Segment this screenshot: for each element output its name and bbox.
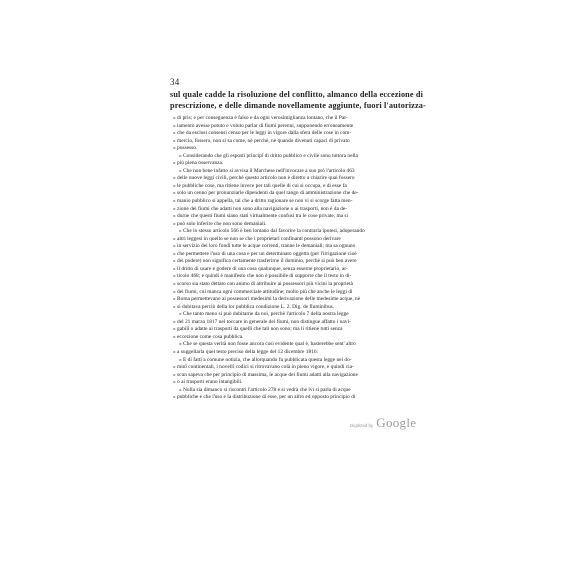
text-line: » può solo inferire che non sono demaniali. (173, 220, 267, 227)
text-line: » eccezione come cosa pubblica. (173, 333, 244, 340)
heading-line-1: sul quale cadde la risoluzione del conflitto, almanco della eccezione di (170, 90, 423, 99)
body-text (170, 115, 406, 402)
text-line: » scorso sia stato dettato con animo di attribuire ai possessori più vicini la proprietà (173, 281, 353, 288)
google-logo: Google (376, 415, 417, 430)
text-line: » Che se questa verità non fosse ancora così evidente qual è, basterebbe sent' altro (179, 341, 356, 348)
text-line: » minî continentali, i novelli codici si ritrovavano colà in pieno vigore, e quindi cia- (173, 364, 354, 371)
text-line: » manio pubblico si appella, tal che a dritto ragionare se non vi si scorge fatta men- (173, 198, 353, 205)
text-line: » che da esclusi consensi censo per le leggi in vigore dalla sfera delle cose in com- (173, 130, 352, 137)
text-line: » possesso. (173, 145, 198, 152)
text-line: » Nulla sia dimanco si riscontri l'articolo 278 e si vedrà che ivi si parla di acque (179, 386, 351, 393)
text-line: » pubbliche e che l'uso e la distribuzione di esse, per un altro ed opposto principio di (173, 394, 356, 401)
text-line: » ticolo 468; e quindi è manifesto che non è possibile di supporre che il testo in di- (173, 273, 352, 280)
text-line: » in servizio dei loro fondi tutte le acque correnti, tranne le demaniali; ma sa ognuno (173, 243, 356, 250)
digitized-by-watermark (350, 415, 416, 431)
page-number: 34 (170, 77, 180, 87)
text-line: » gabili o adatte ai trasporti da quelli che tali non sono; ma li ritiene tutti senza (173, 326, 343, 333)
text-line: » di pris; e per conseguenza è falso e da ogni verosimiglianza lontano, che il Par- (173, 115, 348, 121)
text-line: » Che non bene infatto si avvisa il Marchese nell'invocare a suo prò l'articolo 463 (179, 167, 355, 174)
text-line: » o ai trasporti erano intangibili. (173, 379, 243, 386)
text-line: » dei fiumi, cui manca ogni commerciale attitudine; molto più che anche le leggi di (173, 288, 353, 295)
watermark-prefix: Digitized by (350, 423, 374, 428)
text-line: » durne che questi fiumi siano stati virtualmente confusi tra le cose private, ma si (173, 213, 348, 220)
text-line: » altri leggesi in quello se non se che i proprietarî confinanti possono derivare (173, 235, 341, 242)
text-line: » scun sapeva che per principio di massima, le acque dei fiumi adatti alla navigazione (173, 371, 358, 378)
text-line: » Che lo stesso articolo 566 è ben lontano dal favorire la contraria ipotesi, adoperando (179, 228, 365, 235)
text-line: » solo un cenno per pronunziarle dipendenti da quel rango di amministrazione che de- (173, 190, 359, 197)
text-line: » Roma permettevano ai possessori medesimi la derivazione delle medesime acque, nè (173, 296, 361, 303)
text-line: » a suggellarla quel testo preciso della legge del 12 dicembre 1816: (173, 348, 319, 355)
text-line: » mercio, fossero, non si sa come, nè perchè, nè quando divenuti capaci di privato (173, 137, 350, 144)
text-line: » Che tanto meno si può dubitarne da noi, perchè l'articolo 7 della nostra legge (179, 311, 349, 318)
text-line: » più piena osservanza. (173, 160, 224, 167)
text-line: » del 21 marzo 1817 nel toccare in generale dei fiumi, non distingue affatto i navi- (173, 318, 351, 325)
heading-line-2: prescrizione, e delle dimande novellamente aggiunte, fuori l'autorizza- (170, 101, 426, 110)
text-line: » zione dei fiumi che adatti non sono alla navigazione o ai trasporti, non è da de- (173, 205, 348, 212)
text-line: » Considerando che gli esposti principî di dritto pubblico e civile sono tuttora nella (179, 152, 358, 159)
text-line: » lamento avesse potuto e voluto parlar di fiumi perenni, supponendo erroneamente (173, 122, 354, 129)
text-line: » dei podere) non significa certamente trasferirne il dominio, perchè si può ben avere (173, 258, 357, 265)
text-line: » le pubbliche cose, ma ritiene invece per tali quelle di cui si occupa, e di esse fa (173, 182, 347, 189)
text-line: » che permettere l'uso di una cosa e per un determinato oggetto (per l'irrigazione cioè (173, 250, 357, 257)
text-line: » È di fatti a comune notizia, che allorquando fu pubblicata questa legge nei do- (179, 356, 352, 363)
text-line: » il dritto di usare e godere di una cosa qualunque, senza esserne proprietario, ar- (173, 265, 348, 272)
text-line: » si dubitava perciò della lor pubblica condizione L. 2. Dig. de fluminibus. (173, 303, 335, 310)
text-line: » delle nuove leggi civili, perchè questo articolo non è diretto a chiarire quai fossero (173, 175, 355, 182)
